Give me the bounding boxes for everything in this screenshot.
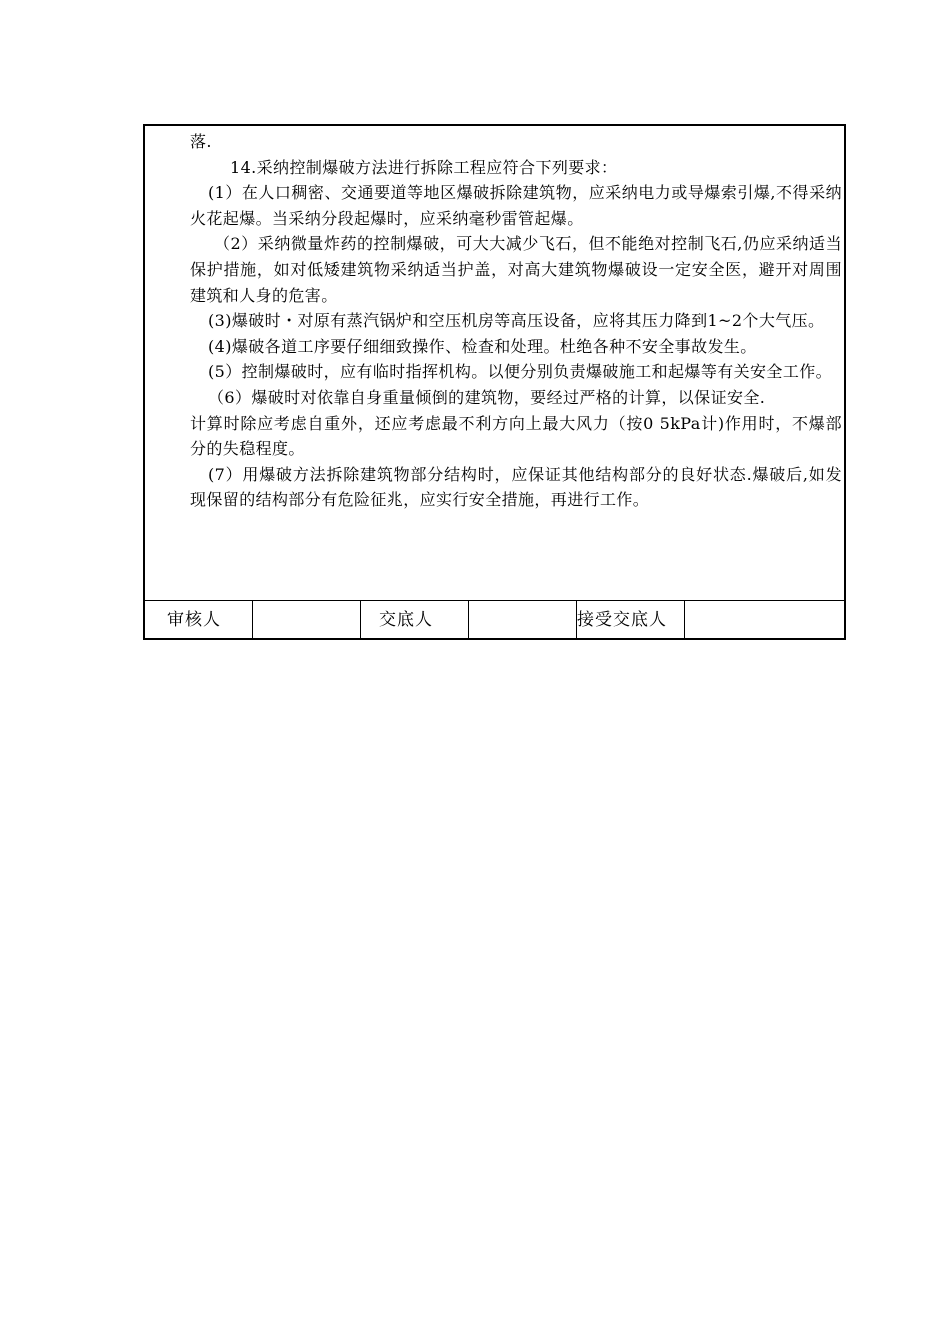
clause-3: (3)爆破时・对原有蒸汽锅炉和空压机房等高压设备，应将其压力降到1~2个大气压。 <box>208 311 825 331</box>
presenter-label: 交底人 <box>361 601 469 639</box>
reviewer-field[interactable] <box>253 601 361 639</box>
clause-5: (5）控制爆破时，应有临时指挥机构。以便分别负责爆破施工和起爆等有关安全工作。 <box>208 362 833 382</box>
receiver-field[interactable] <box>685 601 844 639</box>
clause-2: （2）采纳微量炸药的控制爆破，可大大减少飞石，但不能绝对控制飞石,仍应采纳适当保护措施，如对低矮建筑物采纳适当护盖，对高大建筑物爆破设一定安全医，避开对周围建筑和人身的危害。 <box>190 234 842 305</box>
clause-6-cont: 计算时除应考虑自重外，还应考虑最不利方向上最大风力（按0 5kPa计)作用时，不爆部分的失稳程度。 <box>190 413 842 459</box>
item-14-heading: 14.采纳控制爆破方法进行拆除工程应符合下列要求： <box>230 157 618 177</box>
signature-row <box>145 600 844 639</box>
clause-7: (7）用爆破方法拆除建筑物部分结构时，应保证其他结构部分的良好状态.爆破后,如发现保留的结构部分有危险征兆，应实行安全措施，再进行工作。 <box>190 464 842 510</box>
receiver-label: 接受交底人 <box>577 601 685 639</box>
clause-6: （6）爆破时对依靠自身重量倾倒的建筑物，要经过严格的计算，以保证安全. <box>208 387 766 407</box>
disclosure-table <box>143 124 846 640</box>
clause-4: (4)爆破各道工序要仔细细致操作、检查和处理。杜绝各种不安全事故发生。 <box>208 336 757 356</box>
reviewer-label: 审核人 <box>145 601 253 639</box>
text-line-cont: 落. <box>190 132 212 151</box>
presenter-field[interactable] <box>469 601 577 639</box>
clause-1: (1）在人口稠密、交通要道等地区爆破拆除建筑物，应采纳电力或导爆索引爆,不得采纳火花起爆。当采纳分段起爆时，应采纳毫秒雷管起爆。 <box>190 183 842 228</box>
content-cell <box>145 126 844 600</box>
